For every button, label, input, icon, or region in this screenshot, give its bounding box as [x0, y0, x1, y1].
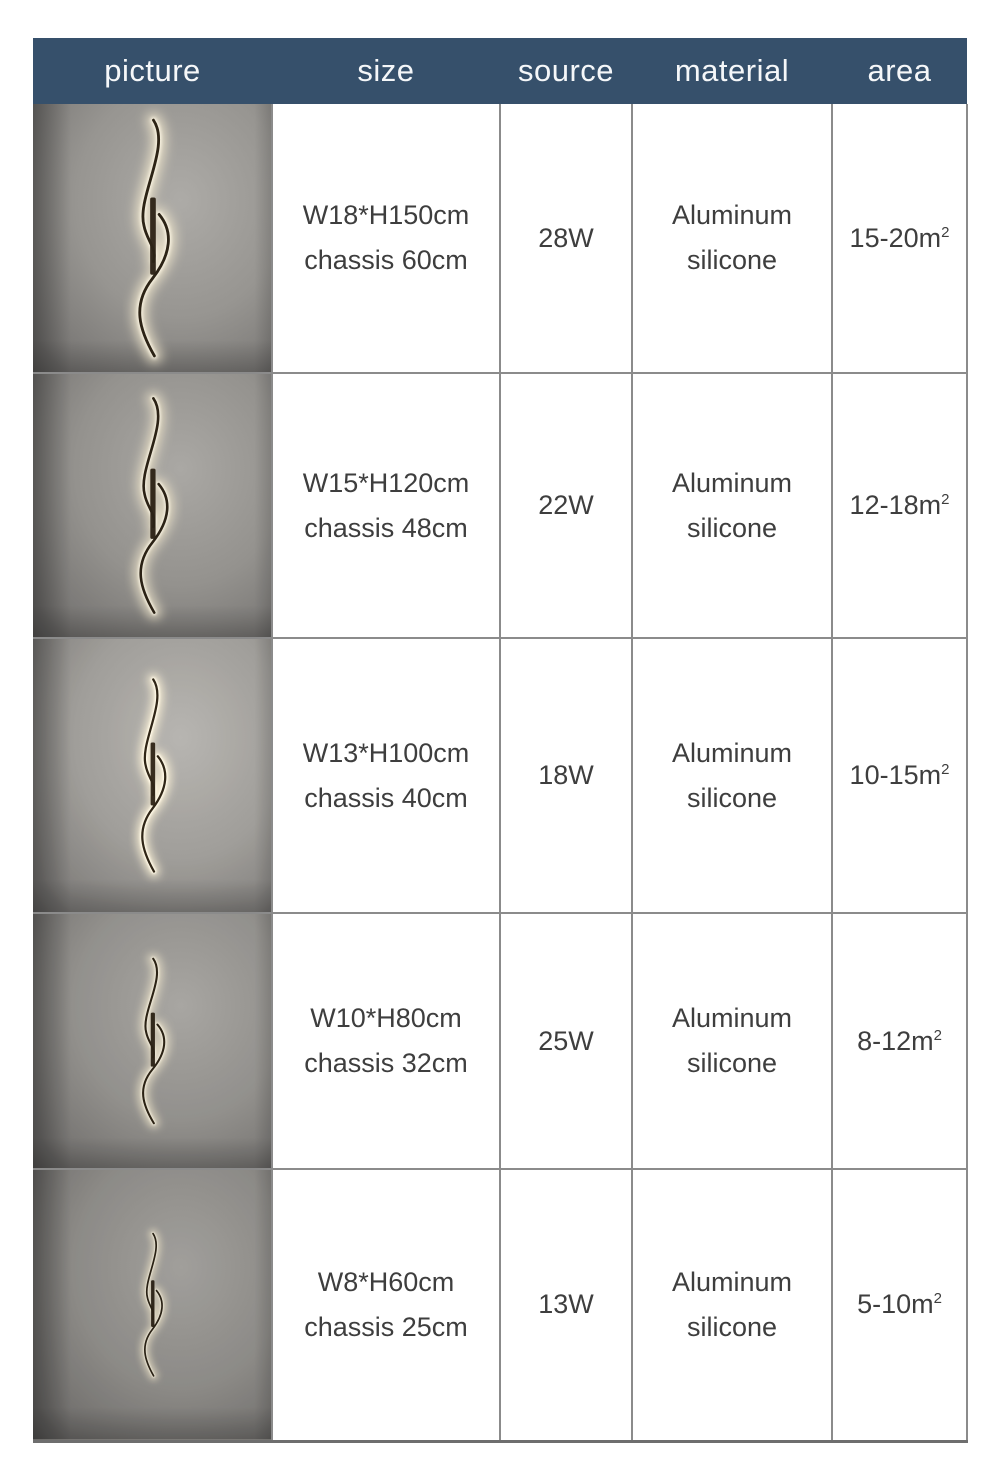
area-superscript: 2: [933, 1290, 942, 1308]
source-cell: [500, 373, 632, 638]
size-chassis: chassis 60cm: [304, 245, 468, 275]
source-cell: [500, 638, 632, 913]
area-value: 5-10m: [857, 1289, 934, 1320]
picture-cell: [33, 638, 272, 913]
wattage: 25W: [538, 1025, 594, 1056]
header-cell-picture: picture: [33, 38, 272, 104]
size-cell: [272, 913, 500, 1169]
wall-lamp-photo: [33, 914, 271, 1168]
header-cell-source: source: [500, 38, 632, 104]
material-line2: silicone: [686, 782, 778, 813]
wattage: 13W: [538, 1289, 594, 1320]
size-chassis: chassis 40cm: [304, 782, 468, 813]
picture-cell: [33, 913, 272, 1169]
header-cell-material: material: [632, 38, 832, 104]
area-superscript: 2: [941, 761, 950, 778]
size-chassis: chassis 48cm: [304, 512, 468, 543]
area-cell: [832, 104, 967, 373]
material-line1: Aluminum: [671, 467, 793, 498]
source-cell: [500, 104, 632, 373]
header-cell-size: size: [272, 38, 500, 104]
material-line1: Aluminum: [671, 1003, 793, 1033]
wall-lamp-photo: [33, 1170, 271, 1440]
size-cell: [272, 104, 500, 373]
material-cell: [632, 638, 832, 913]
area-value: 10-15m: [849, 760, 942, 790]
header-cell-area: area: [832, 38, 967, 104]
size-dimensions: W18*H150cm: [302, 200, 470, 230]
material-line2: silicone: [686, 1048, 778, 1078]
area-cell: [832, 1169, 967, 1441]
table-row: [33, 104, 967, 373]
size-dimensions: W8*H60cm: [317, 1266, 455, 1297]
area-superscript: 2: [941, 223, 950, 241]
area-cell: [832, 913, 967, 1169]
wall-lamp-photo: [33, 639, 271, 912]
table-row: [33, 913, 967, 1169]
material-line2: silicone: [686, 1311, 778, 1342]
size-dimensions: W15*H120cm: [302, 467, 470, 498]
size-cell: [272, 1169, 500, 1441]
area-superscript: 2: [933, 1026, 942, 1044]
material-cell: [632, 1169, 832, 1441]
size-cell: [272, 638, 500, 913]
area-superscript: 2: [941, 491, 950, 508]
picture-cell: [33, 1169, 272, 1441]
table-row: [33, 1169, 967, 1441]
wall-lamp-photo: [33, 104, 271, 372]
wattage: 28W: [538, 222, 594, 253]
material-line1: Aluminum: [671, 737, 793, 768]
source-cell: [500, 1169, 632, 1441]
material-line1: Aluminum: [671, 200, 793, 230]
spec-table: [33, 38, 968, 1443]
area-cell: [832, 373, 967, 638]
area-cell: [832, 638, 967, 913]
material-line1: Aluminum: [671, 1266, 793, 1297]
size-dimensions: W13*H100cm: [302, 737, 470, 768]
material-cell: [632, 373, 832, 638]
size-chassis: chassis 25cm: [304, 1311, 468, 1342]
wall-lamp-photo: [33, 374, 271, 637]
source-cell: [500, 913, 632, 1169]
material-cell: [632, 104, 832, 373]
table-row: [33, 373, 967, 638]
size-dimensions: W10*H80cm: [310, 1003, 462, 1033]
material-cell: [632, 913, 832, 1169]
area-value: 15-20m: [849, 222, 942, 253]
size-chassis: chassis 32cm: [304, 1048, 468, 1078]
material-line2: silicone: [686, 512, 778, 543]
wattage: 18W: [538, 760, 594, 790]
header-row: [33, 38, 967, 104]
product-spec-sheet: [33, 38, 967, 1443]
size-cell: [272, 373, 500, 638]
picture-cell: [33, 104, 272, 373]
area-value: 8-12m: [857, 1025, 934, 1056]
area-value: 12-18m: [849, 490, 942, 520]
material-line2: silicone: [686, 245, 778, 275]
table-row: [33, 638, 967, 913]
picture-cell: [33, 373, 272, 638]
wattage: 22W: [538, 490, 594, 520]
